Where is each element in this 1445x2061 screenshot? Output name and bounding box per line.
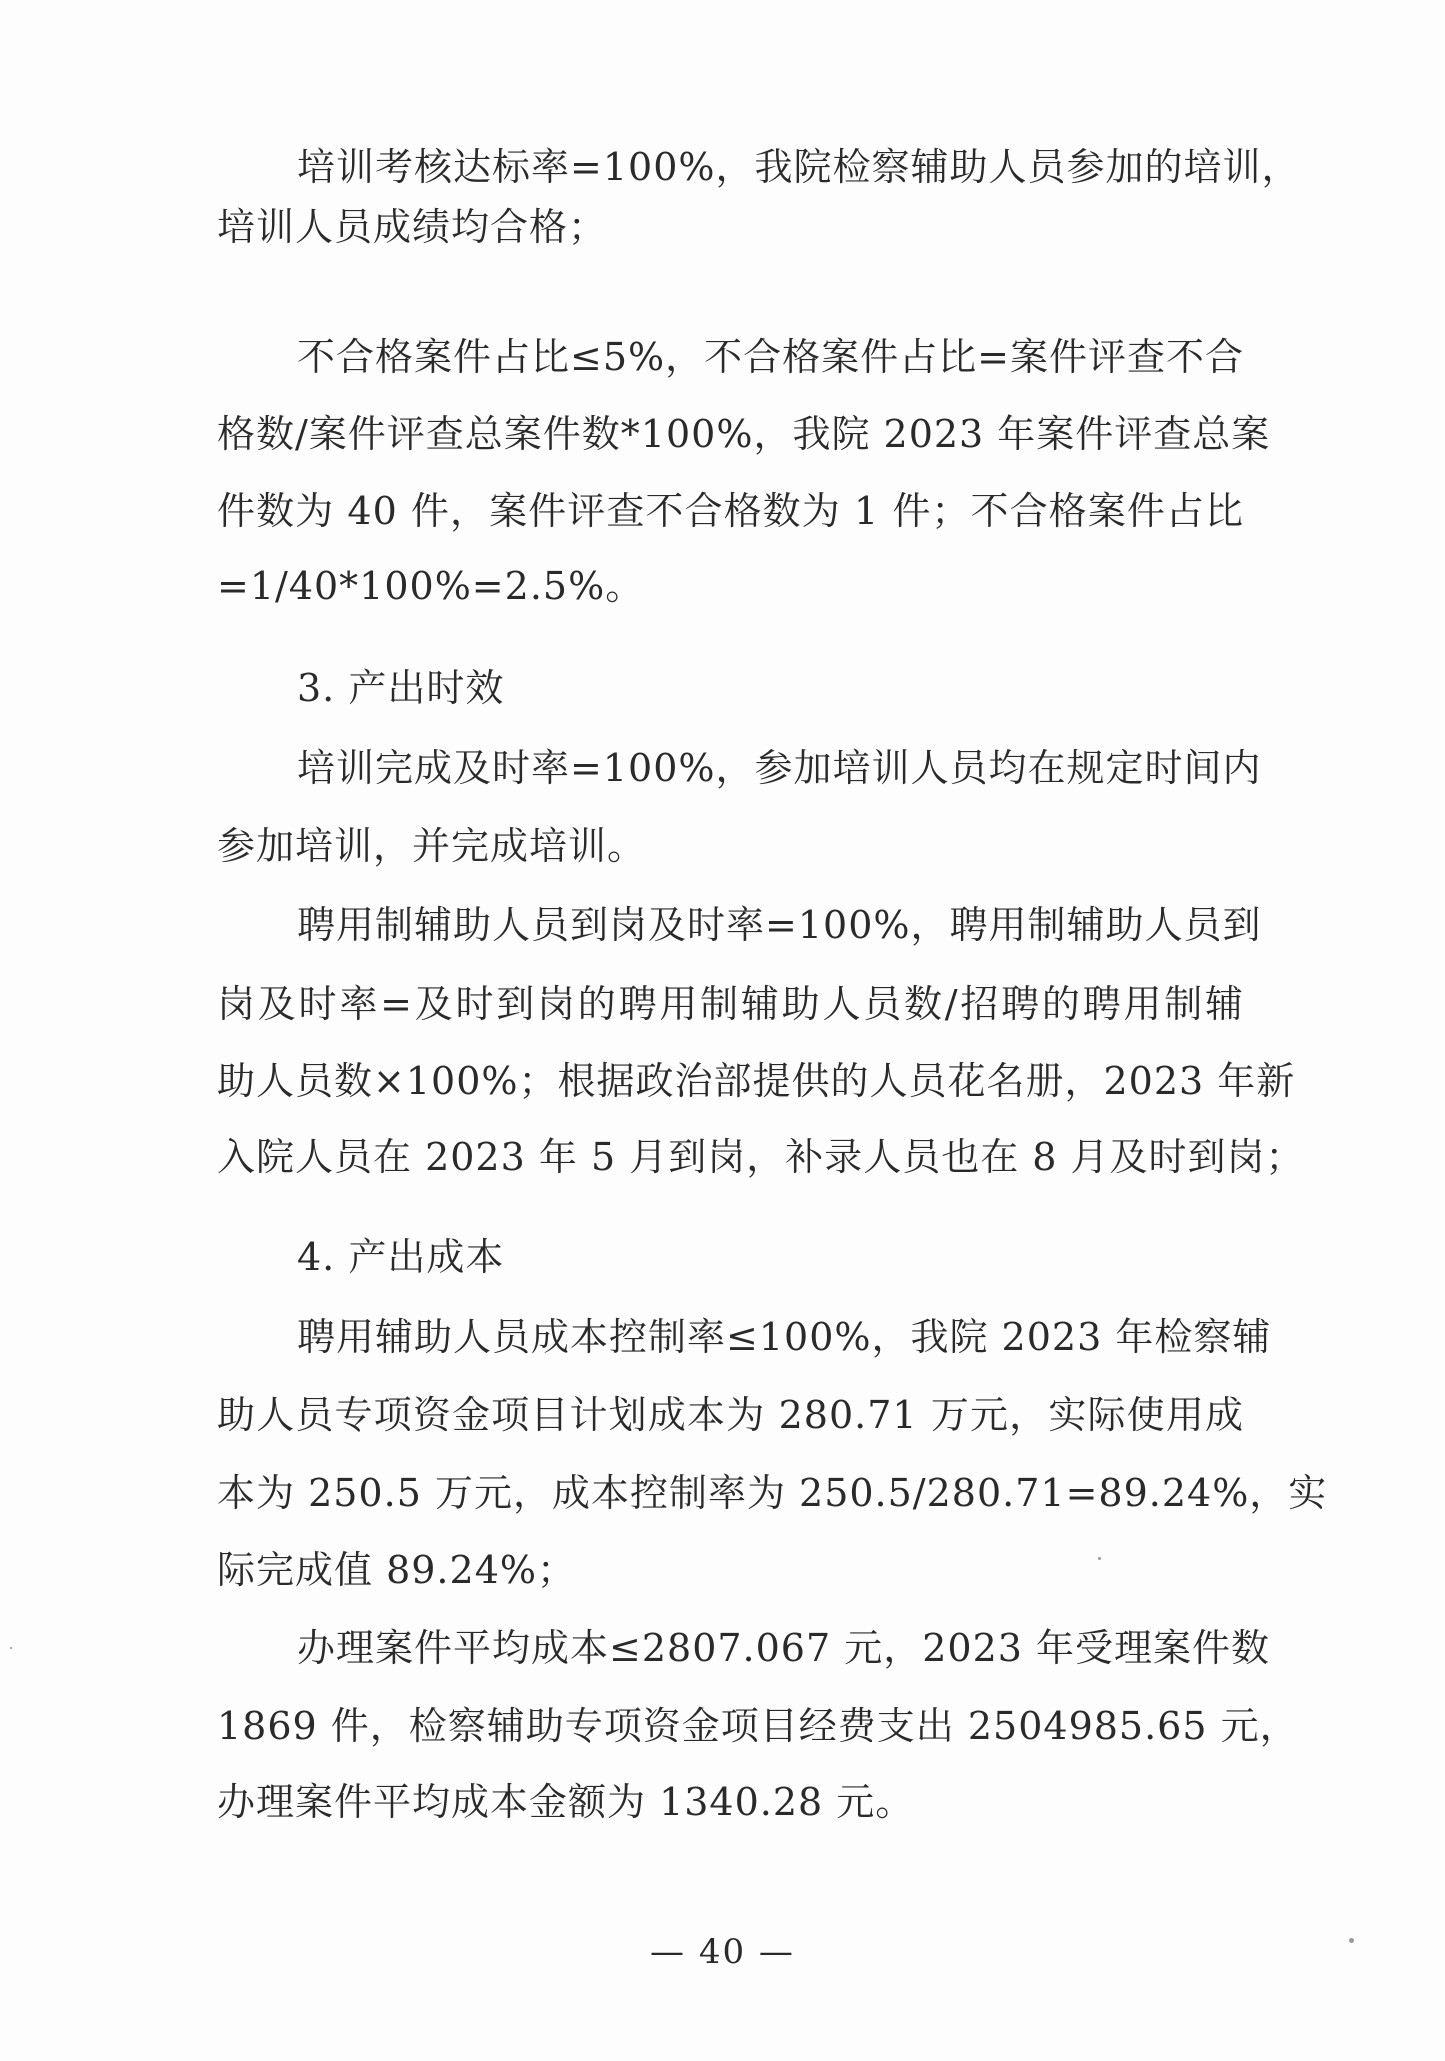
text-line: 聘用制辅助人员到岗及时率=100%，聘用制辅助人员到 xyxy=(297,903,1262,947)
text-line: 件数为 40 件，案件评查不合格数为 1 件；不合格案件占比 xyxy=(217,489,1244,533)
text-line: 际完成值 89.24%； xyxy=(217,1548,576,1592)
text-line: =1/40*100%=2.5%。 xyxy=(217,564,645,608)
text-line: 助人员数×100%；根据政治部提供的人员花名册，2023 年新 xyxy=(217,1059,1296,1103)
section-heading: 3. 产出时效 xyxy=(297,666,505,710)
scan-speck xyxy=(1349,1938,1354,1943)
text-line: 不合格案件占比≤5%，不合格案件占比=案件评查不合 xyxy=(297,335,1244,379)
text-line: 入院人员在 2023 年 5 月到岗，补录人员也在 8 月及时到岗； xyxy=(217,1135,1305,1179)
text-line: 本为 250.5 万元，成本控制率为 250.5/280.71=89.24%，实 xyxy=(217,1471,1328,1515)
text-line: 参加培训，并完成培训。 xyxy=(217,824,647,868)
page-number: — 40 — xyxy=(650,1932,795,1972)
text-line: 1869 件，检察辅助专项资金项目经费支出 2504985.65 元， xyxy=(217,1704,1299,1748)
text-line: 办理案件平均成本金额为 1340.28 元。 xyxy=(217,1780,915,1824)
text-line: 培训人员成绩均合格； xyxy=(217,205,608,249)
text-line: 培训考核达标率=100%，我院检察辅助人员参加的培训， xyxy=(297,145,1301,189)
scan-speck xyxy=(10,1647,12,1649)
section-heading: 4. 产出成本 xyxy=(297,1235,505,1279)
text-line: 聘用辅助人员成本控制率≤100%，我院 2023 年检察辅 xyxy=(297,1315,1272,1359)
scan-speck xyxy=(1098,1557,1101,1560)
text-line: 助人员专项资金项目计划成本为 280.71 万元，实际使用成 xyxy=(217,1393,1244,1437)
text-line: 岗及时率=及时到岗的聘用制辅助人员数/招聘的聘用制辅 xyxy=(217,982,1244,1026)
text-line: 格数/案件评查总案件数*100%，我院 2023 年案件评查总案 xyxy=(217,412,1271,456)
text-line: 办理案件平均成本≤2807.067 元，2023 年受理案件数 xyxy=(297,1626,1271,1670)
text-line: 培训完成及时率=100%，参加培训人员均在规定时间内 xyxy=(297,746,1262,790)
